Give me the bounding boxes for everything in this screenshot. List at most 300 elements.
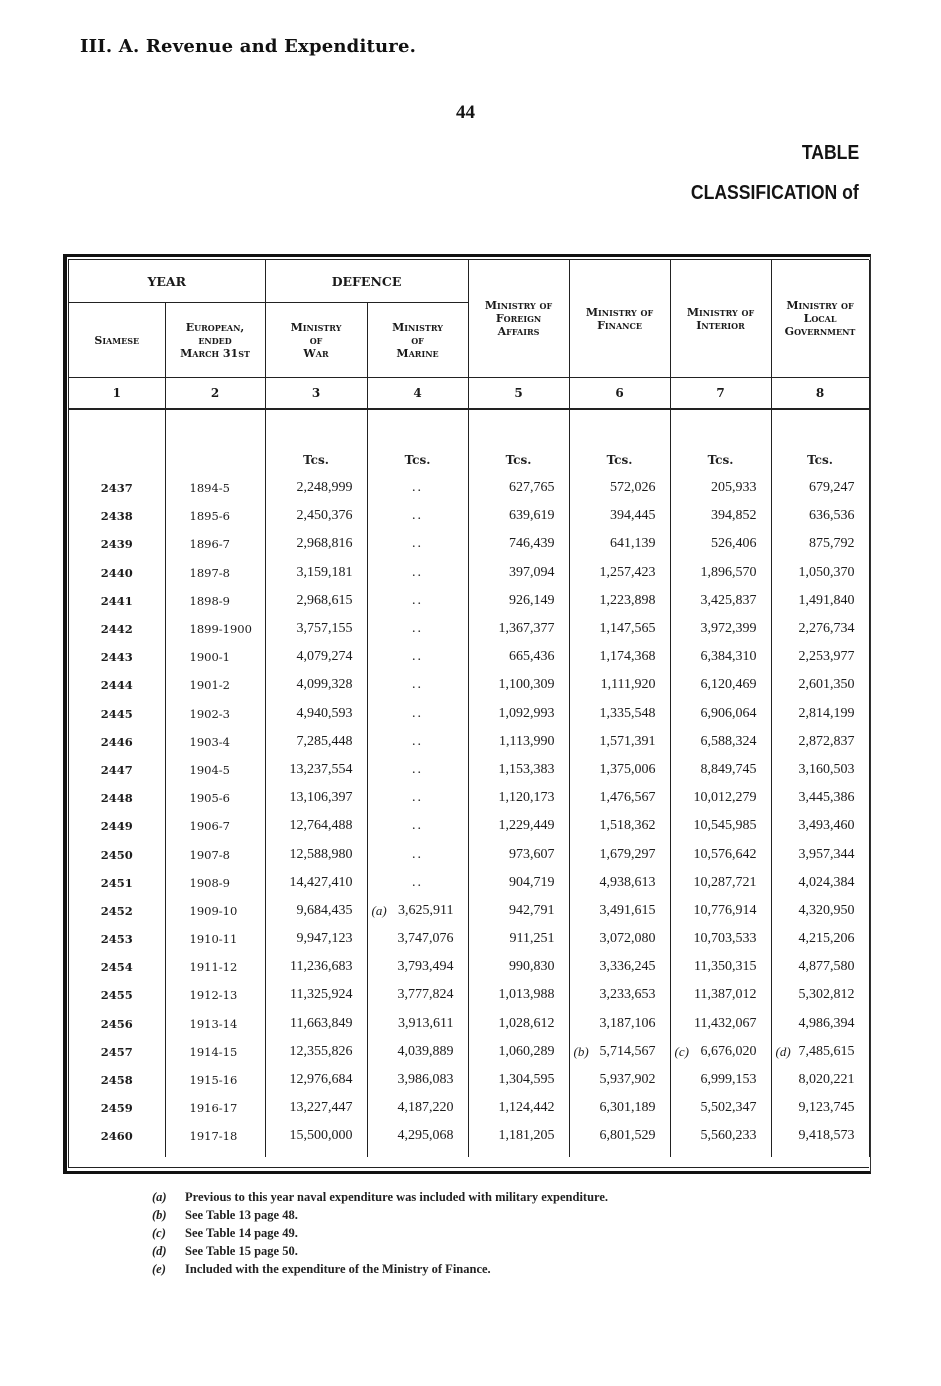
cell-value: 1,367,377 — [498, 621, 555, 637]
cell-marine — [367, 953, 468, 981]
table-row — [69, 502, 869, 530]
cell-foreign — [468, 897, 569, 925]
cell-interior — [670, 1122, 771, 1156]
cell-value: 9,123,745 — [798, 1100, 855, 1116]
cell-marine — [367, 559, 468, 587]
cell-finance — [569, 671, 670, 699]
cell-value: 641,139 — [610, 536, 656, 552]
cell-value: 2451 — [100, 875, 133, 890]
page-number: 44 — [456, 102, 475, 123]
cell-local — [771, 1066, 869, 1094]
cell-value: 2,276,734 — [798, 621, 855, 637]
cell-interior — [670, 671, 771, 699]
column-header-line: Ministry of — [786, 299, 854, 312]
footnote — [152, 1226, 608, 1244]
cell-war — [265, 925, 367, 953]
column-header-line: March 31st — [180, 346, 250, 360]
cell-war — [265, 953, 367, 981]
cell-foreign — [468, 587, 569, 615]
cell-value: 2,253,977 — [798, 649, 855, 665]
cell-value: 1895-6 — [189, 509, 230, 524]
cell-finance — [569, 1122, 670, 1156]
cell-value: 6,384,310 — [700, 649, 757, 665]
column-header-line: Government — [784, 325, 856, 338]
cell-local — [771, 643, 869, 671]
footnote-text: See Table 15 page 50. — [185, 1244, 298, 1258]
cell-value: .. — [412, 761, 424, 777]
cell-value: 2,872,837 — [798, 733, 855, 749]
cell-interior — [670, 812, 771, 840]
cell-foreign — [468, 530, 569, 558]
cell-value: 2442 — [100, 622, 133, 637]
cell-interior — [670, 474, 771, 502]
cell-siamese — [69, 925, 165, 953]
spacer-row — [69, 409, 869, 446]
cell-value: 2446 — [100, 734, 133, 749]
column-number: 2 — [165, 378, 265, 410]
cell-value: 3,336,245 — [599, 959, 656, 975]
cell-european — [165, 559, 265, 587]
cell-value: .. — [412, 874, 424, 890]
cell-interior — [670, 615, 771, 643]
cell-value: 10,012,279 — [693, 790, 757, 806]
cell-value: 679,247 — [809, 480, 855, 496]
cell-value: 10,576,642 — [693, 846, 757, 862]
cell-value: 15,500,000 — [289, 1128, 353, 1144]
cell-value: 11,387,012 — [694, 987, 757, 1003]
cell-value: 5,302,812 — [798, 987, 855, 1003]
cell-interior — [670, 953, 771, 981]
cell-war — [265, 1094, 367, 1122]
column-header-local-government — [771, 260, 869, 378]
cell-foreign — [468, 1010, 569, 1038]
cell-marine — [367, 1010, 468, 1038]
cell-value: 1898-9 — [189, 593, 230, 608]
cell-foreign — [468, 840, 569, 868]
cell-finance — [569, 559, 670, 587]
cell-value: 1,571,391 — [599, 733, 656, 749]
cell-local — [771, 1010, 869, 1038]
cell-war — [265, 700, 367, 728]
cell-value: 1,060,289 — [498, 1043, 555, 1059]
cell-european — [165, 1038, 265, 1066]
column-header-line: Ministry — [392, 320, 443, 334]
column-header-line: Finance — [597, 318, 642, 332]
cell-value: 1906-7 — [189, 819, 230, 834]
cell-value: 1907-8 — [189, 847, 230, 862]
cell-value: 1897-8 — [189, 565, 230, 580]
cell-finance — [569, 981, 670, 1009]
cell-value: 2,450,376 — [296, 508, 353, 524]
cell-value: 1903-4 — [189, 734, 230, 749]
cell-value: 6,906,064 — [700, 705, 757, 721]
table-row — [69, 1010, 869, 1038]
cell-finance — [569, 1094, 670, 1122]
cell-value: 1,113,990 — [499, 733, 555, 749]
cell-european — [165, 897, 265, 925]
unit-row — [69, 446, 869, 474]
cell-value: 2,814,199 — [798, 705, 855, 721]
cell-siamese — [69, 1094, 165, 1122]
cell-value: 6,999,153 — [700, 1072, 757, 1088]
cell-value: 639,619 — [509, 508, 555, 524]
cell-war — [265, 784, 367, 812]
cell-interior — [670, 700, 771, 728]
cell-siamese — [69, 728, 165, 756]
cell-siamese — [69, 587, 165, 615]
cell-value: 5,937,902 — [599, 1072, 656, 1088]
column-header-finance — [569, 260, 670, 378]
empty-cell — [165, 446, 265, 474]
cell-value: 10,287,721 — [693, 874, 757, 890]
cell-value: 4,039,889 — [397, 1043, 454, 1059]
cell-european — [165, 756, 265, 784]
cell-interior — [670, 981, 771, 1009]
table-row — [69, 784, 869, 812]
cell-marine — [367, 840, 468, 868]
cell-value: 2457 — [100, 1044, 133, 1059]
cell-local — [771, 756, 869, 784]
cell-value: 2,968,816 — [296, 536, 353, 552]
cell-value: .. — [412, 592, 424, 608]
column-header-line: Siamese — [94, 333, 140, 347]
cell-value: 394,852 — [711, 508, 757, 524]
cell-value: 3,233,653 — [599, 987, 656, 1003]
footnote-text: Included with the expenditure of the Ministry of Finance. — [185, 1262, 491, 1276]
cell-siamese — [69, 530, 165, 558]
column-header-line: Ministry of — [585, 305, 654, 319]
cell-value: 2438 — [100, 509, 133, 524]
cell-value: 1,181,205 — [498, 1128, 555, 1144]
cell-value: 1,518,362 — [599, 818, 656, 834]
cell-war — [265, 615, 367, 643]
cell-foreign — [468, 869, 569, 897]
cell-finance — [569, 700, 670, 728]
cell-value: 1,896,570 — [700, 564, 757, 580]
cell-value: 1914-15 — [189, 1044, 238, 1059]
cell-value: 3,072,080 — [599, 931, 656, 947]
cell-european — [165, 925, 265, 953]
expenditure-table — [69, 260, 870, 1157]
cell-value: 3,445,386 — [798, 790, 855, 806]
column-header-line: of — [411, 333, 424, 347]
cell-value: 1,100,309 — [498, 677, 555, 693]
cell-value: 13,227,447 — [289, 1100, 353, 1116]
cell-value: 3,777,824 — [397, 987, 454, 1003]
cell-interior — [670, 869, 771, 897]
cell-interior — [670, 530, 771, 558]
cell-siamese — [69, 1066, 165, 1094]
table-row — [69, 1122, 869, 1156]
cell-value: 2458 — [100, 1073, 133, 1088]
footnote-mark: (c) — [152, 1226, 166, 1240]
table-row — [69, 1094, 869, 1122]
cell-value: 2440 — [100, 565, 133, 580]
cell-local — [771, 981, 869, 1009]
cell-value: 942,791 — [509, 902, 555, 918]
cell-value: 3,159,181 — [296, 564, 353, 580]
cell-value: 2447 — [100, 762, 133, 777]
cell-marine — [367, 897, 468, 925]
column-number: 6 — [569, 378, 670, 410]
cell-value: 1904-5 — [189, 762, 230, 777]
cell-value: 6,301,189 — [599, 1100, 656, 1116]
column-number: 7 — [670, 378, 771, 410]
cell-interior — [670, 925, 771, 953]
cell-european — [165, 502, 265, 530]
footnote-mark: (e) — [152, 1262, 166, 1276]
cell-value: 10,545,985 — [693, 818, 757, 834]
cell-finance — [569, 925, 670, 953]
cell-finance — [569, 1010, 670, 1038]
cell-value: 1911-12 — [189, 960, 238, 975]
cell-foreign — [468, 615, 569, 643]
cell-value: 2443 — [100, 650, 133, 665]
cell-value: 2450 — [100, 847, 133, 862]
table-row — [69, 812, 869, 840]
cell-value: 1,124,442 — [498, 1100, 555, 1116]
cell-value: 3,986,083 — [397, 1072, 454, 1088]
cell-value: 4,079,274 — [296, 649, 353, 665]
cell-value: 2,601,350 — [798, 677, 855, 693]
cell-value: 6,801,529 — [599, 1128, 656, 1144]
cell-war — [265, 728, 367, 756]
cell-value: 1,304,595 — [498, 1072, 555, 1088]
cell-local — [771, 1094, 869, 1122]
cell-siamese — [69, 784, 165, 812]
cell-finance — [569, 812, 670, 840]
cell-war — [265, 530, 367, 558]
cell-value: 9,418,573 — [798, 1128, 855, 1144]
cell-local — [771, 953, 869, 981]
cell-value: 12,588,980 — [289, 846, 353, 862]
cell-interior — [670, 840, 771, 868]
cell-siamese — [69, 981, 165, 1009]
table-row — [69, 925, 869, 953]
cell-value: 875,792 — [809, 536, 855, 552]
cell-value: .. — [412, 480, 424, 496]
cell-value: 627,765 — [509, 480, 555, 496]
cell-finance — [569, 474, 670, 502]
cell-value: 2441 — [100, 593, 133, 608]
unit-label: Tcs. — [569, 446, 670, 474]
cell-local — [771, 474, 869, 502]
unit-label: Tcs. — [367, 446, 468, 474]
cell-war — [265, 1122, 367, 1156]
cell-interior — [670, 559, 771, 587]
cell-local — [771, 925, 869, 953]
cell-siamese — [69, 559, 165, 587]
cell-value: .. — [412, 677, 424, 693]
cell-finance — [569, 1038, 670, 1066]
cell-european — [165, 1066, 265, 1094]
table-row — [69, 981, 869, 1009]
cell-local — [771, 1038, 869, 1066]
cell-value: 1,257,423 — [599, 564, 656, 580]
cell-siamese — [69, 474, 165, 502]
cell-value: 3,747,076 — [397, 931, 454, 947]
cell-value: 2445 — [100, 706, 133, 721]
footnote — [152, 1190, 608, 1208]
cell-european — [165, 530, 265, 558]
cell-siamese — [69, 756, 165, 784]
cell-value: 1,120,173 — [498, 790, 555, 806]
cell-finance — [569, 502, 670, 530]
cell-value: 1917-18 — [189, 1129, 238, 1144]
cell-value: 911,251 — [509, 931, 555, 947]
cell-local — [771, 897, 869, 925]
footnote-mark: (b) — [152, 1208, 167, 1222]
column-header-interior — [670, 260, 771, 378]
cell-value: 2,248,999 — [296, 480, 353, 496]
table-label: TABLE — [801, 142, 859, 164]
cell-foreign — [468, 953, 569, 981]
column-header-line: War — [303, 346, 329, 360]
cell-finance — [569, 784, 670, 812]
table-row — [69, 615, 869, 643]
group-header-year: YEAR — [69, 260, 265, 303]
cell-value: 2453 — [100, 932, 133, 947]
table-row — [69, 840, 869, 868]
cell-value: 1909-10 — [189, 903, 238, 918]
cell-value: 2,968,615 — [296, 592, 353, 608]
cell-value: 1913-14 — [189, 1016, 238, 1031]
cell-value: .. — [412, 508, 424, 524]
cell-war — [265, 502, 367, 530]
cell-value: 4,295,068 — [397, 1128, 454, 1144]
cell-value: 746,439 — [509, 536, 555, 552]
cell-value: 3,187,106 — [599, 1015, 656, 1031]
cell-value: 572,026 — [610, 480, 656, 496]
column-header-line: European, — [185, 320, 245, 334]
unit-label: Tcs. — [468, 446, 569, 474]
table-row — [69, 1066, 869, 1094]
cell-value: 397,094 — [509, 564, 555, 580]
cell-marine — [367, 1094, 468, 1122]
cell-value: 7,285,448 — [296, 733, 353, 749]
cell-value: 205,933 — [711, 480, 757, 496]
cell-value: 9,684,435 — [296, 902, 353, 918]
cell-value: 11,325,924 — [290, 987, 353, 1003]
cell-european — [165, 1010, 265, 1038]
footnote — [152, 1208, 608, 1226]
cell-value: 904,719 — [509, 874, 555, 890]
cell-marine — [367, 869, 468, 897]
column-header-line: of — [309, 333, 323, 347]
cell-value: 3,957,344 — [798, 846, 855, 862]
cell-value: 1,153,383 — [498, 761, 555, 777]
table-row — [69, 700, 869, 728]
cell-value: 926,149 — [509, 592, 555, 608]
cell-value: 5,502,347 — [700, 1100, 757, 1116]
cell-value: 5,560,233 — [700, 1128, 757, 1144]
cell-interior — [670, 756, 771, 784]
cell-european — [165, 1122, 265, 1156]
cell-siamese — [69, 700, 165, 728]
cell-interior — [670, 1094, 771, 1122]
cell-value: 4,938,613 — [599, 874, 656, 890]
unit-label: Tcs. — [670, 446, 771, 474]
cell-value: 1,111,920 — [600, 677, 656, 693]
cell-war — [265, 840, 367, 868]
cell-war — [265, 1038, 367, 1066]
cell-value: 4,099,328 — [296, 677, 353, 693]
cell-value: 1901-2 — [189, 678, 230, 693]
cell-interior — [670, 502, 771, 530]
column-header-line: Ministry — [290, 320, 342, 334]
cell-value: 973,607 — [509, 846, 555, 862]
cell-value: 1905-6 — [189, 791, 230, 806]
footnote-reference: (a) — [371, 902, 387, 918]
cell-value: 4,024,384 — [798, 874, 855, 890]
cell-value: 636,536 — [809, 508, 855, 524]
column-number: 8 — [771, 378, 869, 410]
cell-value: 1900-1 — [189, 650, 230, 665]
cell-marine — [367, 756, 468, 784]
cell-finance — [569, 530, 670, 558]
cell-marine — [367, 530, 468, 558]
cell-european — [165, 869, 265, 897]
cell-interior — [670, 587, 771, 615]
cell-marine — [367, 643, 468, 671]
cell-foreign — [468, 502, 569, 530]
cell-local — [771, 840, 869, 868]
table-row — [69, 530, 869, 558]
cell-value: 2454 — [100, 960, 133, 975]
cell-value: 1915-16 — [189, 1073, 238, 1088]
cell-marine — [367, 474, 468, 502]
cell-war — [265, 756, 367, 784]
cell-value: 394,445 — [610, 508, 656, 524]
column-header-line: Marine — [396, 346, 439, 360]
cell-value: 2437 — [100, 481, 133, 496]
cell-marine — [367, 812, 468, 840]
cell-value: 12,976,684 — [289, 1072, 353, 1088]
cell-value: 3,160,503 — [798, 761, 855, 777]
empty-cell — [69, 446, 165, 474]
cell-value: 1910-11 — [189, 932, 238, 947]
cell-finance — [569, 953, 670, 981]
footnote-reference: (d) — [775, 1043, 791, 1059]
cell-siamese — [69, 840, 165, 868]
cell-finance — [569, 840, 670, 868]
cell-local — [771, 502, 869, 530]
cell-local — [771, 812, 869, 840]
footnote-mark: (d) — [152, 1244, 167, 1258]
cell-value: 3,625,911 — [398, 902, 454, 918]
cell-war — [265, 671, 367, 699]
cell-war — [265, 1066, 367, 1094]
cell-local — [771, 784, 869, 812]
table-row — [69, 671, 869, 699]
cell-value: 2439 — [100, 537, 133, 552]
column-header-line: Local — [803, 312, 837, 325]
cell-siamese — [69, 897, 165, 925]
cell-value: 2448 — [100, 791, 133, 806]
cell-value: 990,830 — [509, 959, 555, 975]
cell-siamese — [69, 1010, 165, 1038]
column-header-line: Ministry of — [686, 305, 755, 319]
classification-label: CLASSIFICATION of — [691, 182, 859, 204]
section-title: III. A. Revenue and Expenditure. — [80, 36, 417, 57]
table-row — [69, 559, 869, 587]
cell-interior — [670, 728, 771, 756]
column-number: 3 — [265, 378, 367, 410]
cell-value: 7,485,615 — [798, 1043, 855, 1059]
cell-foreign — [468, 981, 569, 1009]
column-header-european — [165, 303, 265, 378]
cell-european — [165, 784, 265, 812]
